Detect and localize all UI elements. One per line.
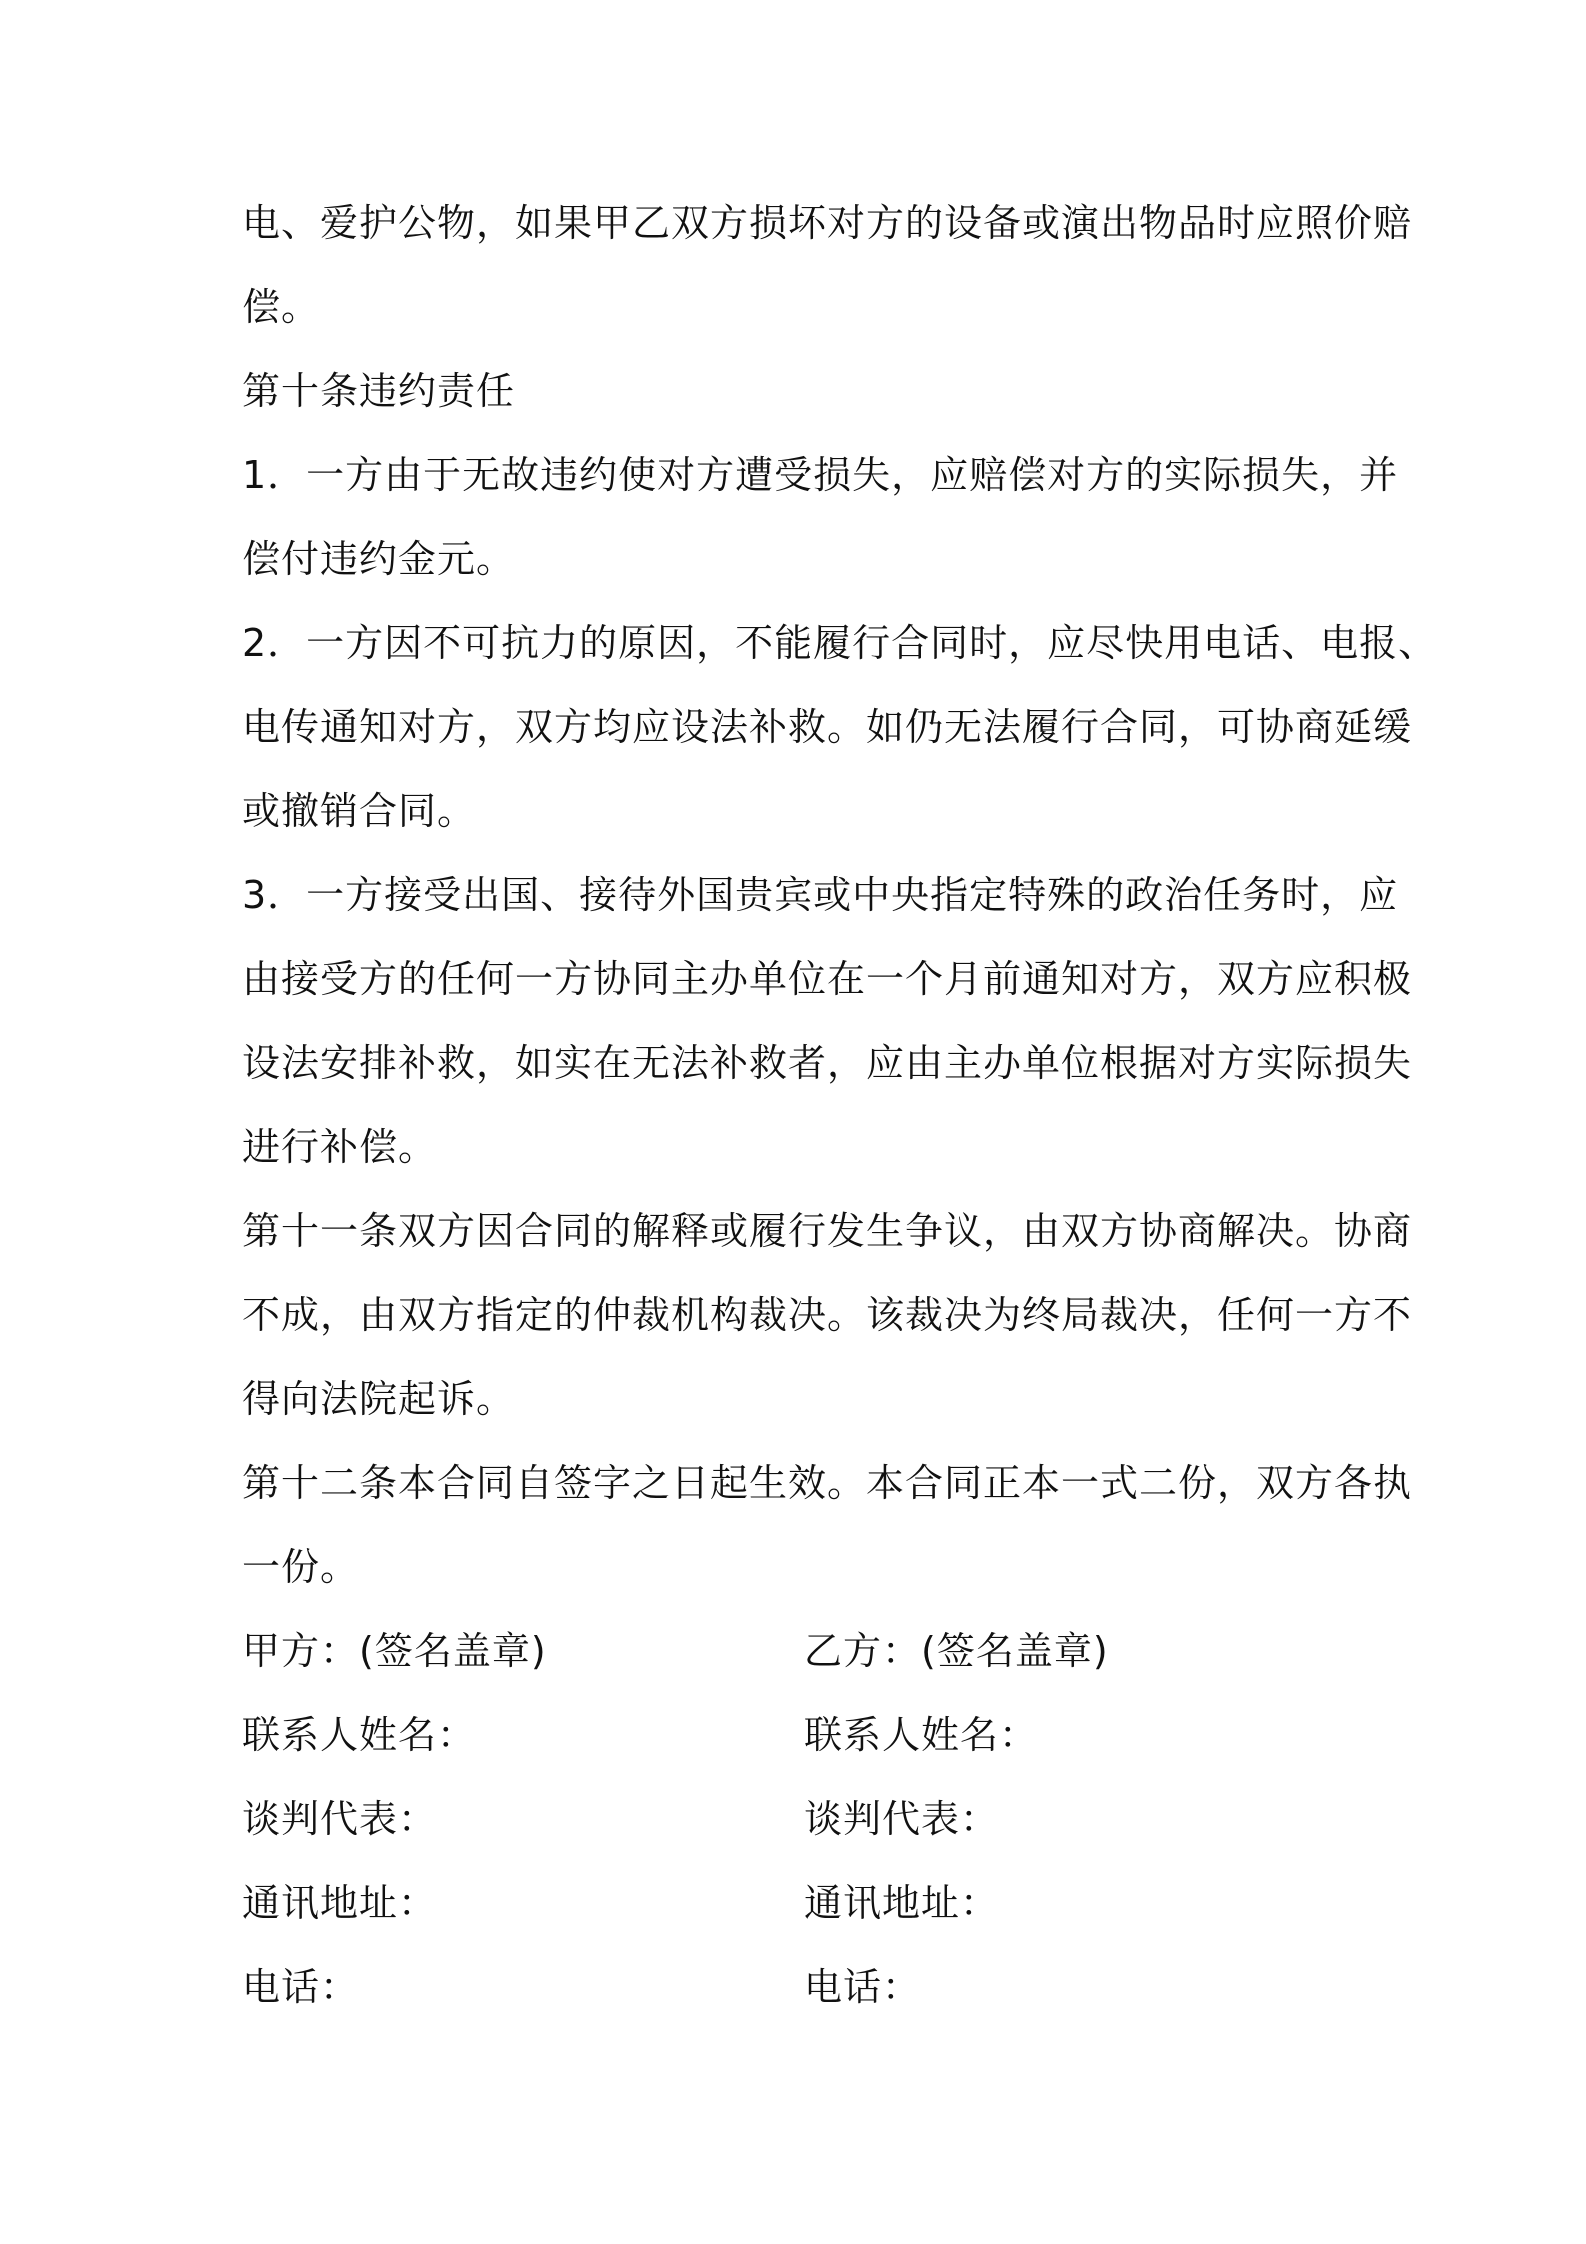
party-b-contact-name: 联系人姓名： — [804, 1713, 1039, 1757]
party-b-signature: 乙方：(签名盖章) — [804, 1629, 1109, 1673]
text-line-10: 由接受方的任何一方协同主办单位在一个月前通知对方，双方应积极 — [242, 957, 1413, 1001]
text-line-2: 偿。 — [242, 285, 321, 329]
party-b-representative: 谈判代表： — [804, 1797, 1000, 1841]
party-a-contact-name: 联系人姓名： — [242, 1713, 477, 1757]
text-line-5: 偿付违约金元。 — [242, 537, 516, 581]
section-twelve-line-2: 一份。 — [242, 1545, 360, 1589]
text-line-8: 或撤销合同。 — [242, 789, 477, 833]
text-line-7: 电传通知对方，双方均应设法补救。如仍无法履行合同，可协商延缓 — [242, 705, 1413, 749]
party-a-representative: 谈判代表： — [242, 1797, 438, 1841]
text-line-1: 电、爱护公物，如果甲乙双方损坏对方的设备或演出物品时应照价赔 — [242, 201, 1413, 245]
party-a-address: 通讯地址： — [242, 1881, 438, 1925]
text-line-9: 3．一方接受出国、接待外国贵宾或中央指定特殊的政治任务时，应 — [242, 873, 1399, 917]
section-title-ten: 第十条违约责任 — [242, 369, 516, 413]
text-line-11: 设法安排补救，如实在无法补救者，应由主办单位根据对方实际损失 — [242, 1041, 1413, 1085]
text-line-4: 1．一方由于无故违约使对方遭受损失，应赔偿对方的实际损失，并 — [242, 453, 1399, 497]
text-line-6: 2．一方因不可抗力的原因，不能履行合同时，应尽快用电话、电报、 — [242, 621, 1438, 665]
party-a-phone: 电话： — [242, 1965, 360, 2009]
party-a-signature: 甲方：(签名盖章) — [242, 1629, 547, 1673]
section-eleven-line-1: 第十一条双方因合同的解释或履行发生争议，由双方协商解决。协商 — [242, 1209, 1413, 1253]
section-eleven-line-3: 得向法院起诉。 — [242, 1377, 516, 1421]
section-eleven-line-2: 不成，由双方指定的仲裁机构裁决。该裁决为终局裁决，任何一方不 — [242, 1293, 1413, 1337]
text-line-12: 进行补偿。 — [242, 1125, 438, 1169]
party-b-address: 通讯地址： — [804, 1881, 1000, 1925]
party-b-phone: 电话： — [804, 1965, 922, 2009]
section-twelve-line-1: 第十二条本合同自签字之日起生效。本合同正本一式二份，双方各执 — [242, 1461, 1413, 1505]
